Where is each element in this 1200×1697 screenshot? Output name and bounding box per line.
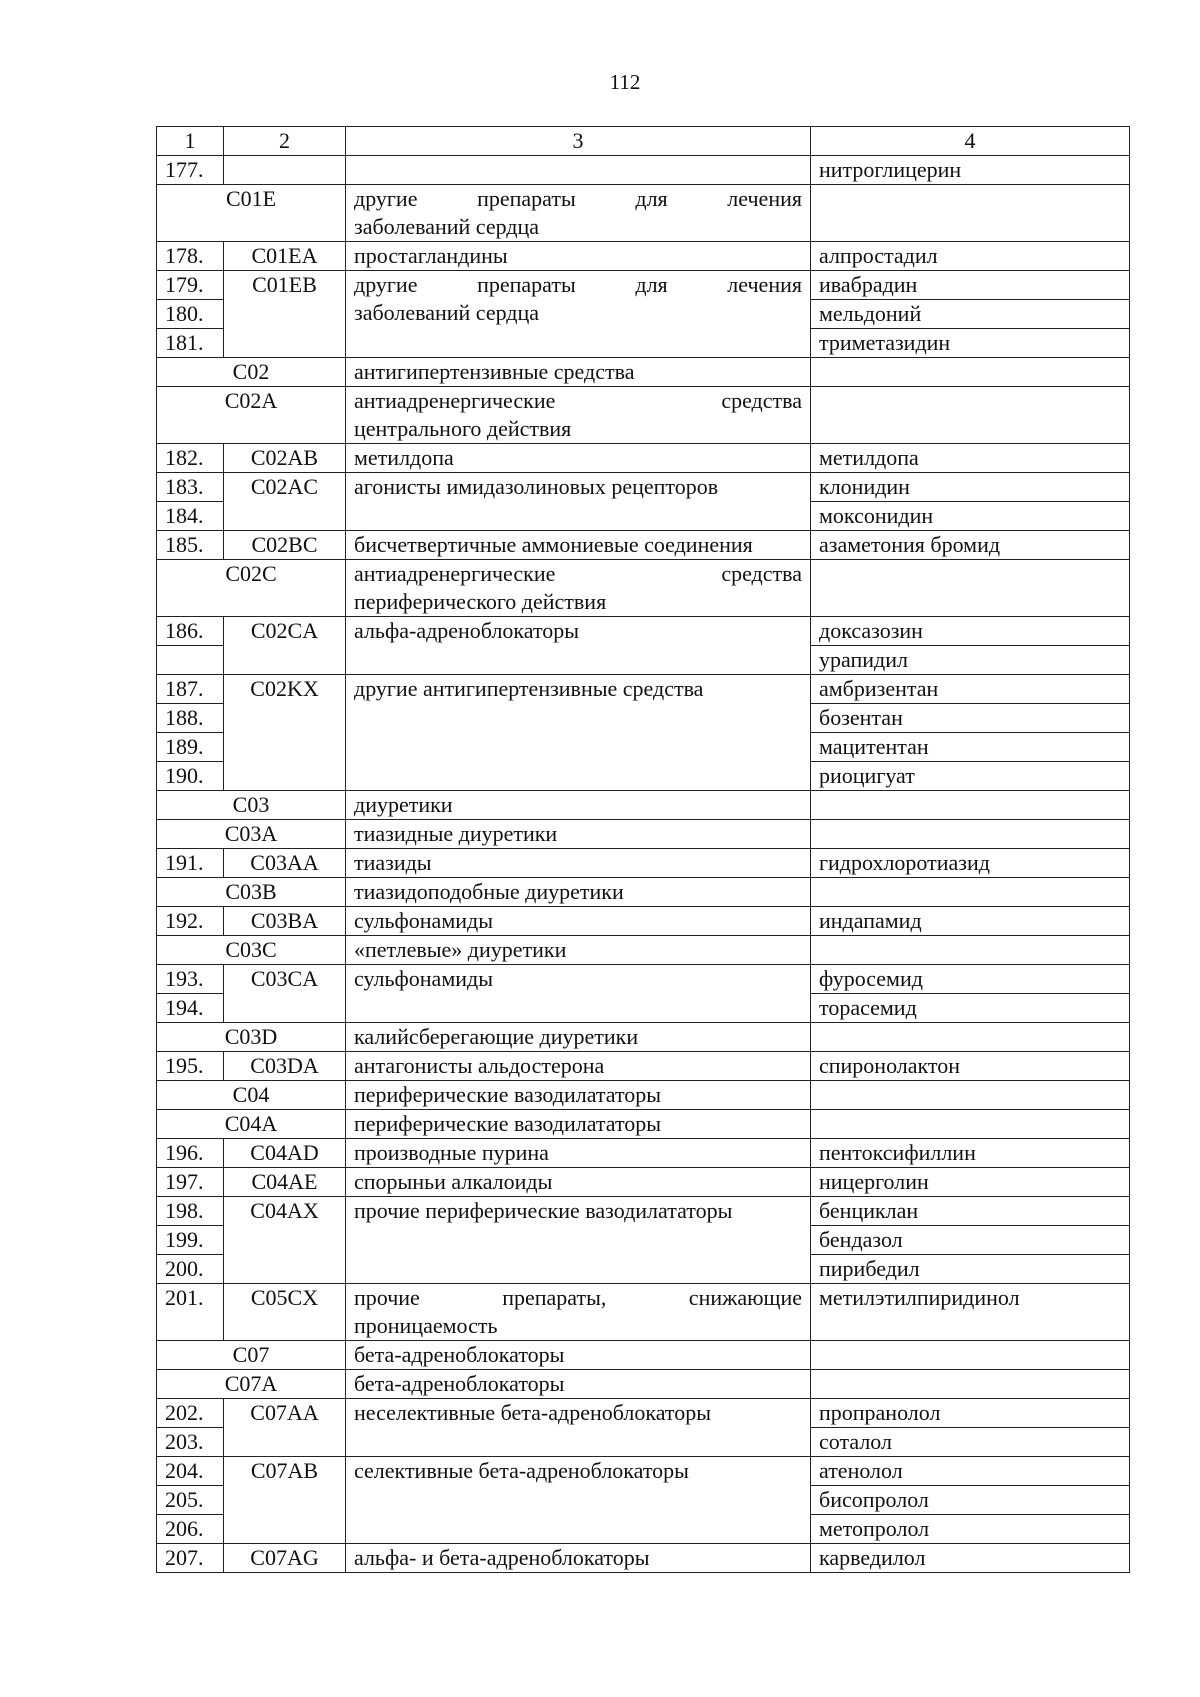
atc-code: C02CA bbox=[224, 617, 346, 675]
drug-name: пентоксифиллин bbox=[811, 1139, 1130, 1168]
atc-description-line: заболеваний сердца bbox=[354, 300, 540, 325]
atc-code: C04AE bbox=[224, 1168, 346, 1197]
table-row bbox=[157, 560, 1130, 617]
row-number: 178. bbox=[157, 242, 224, 271]
table-row bbox=[157, 617, 1130, 646]
atc-code: C03AA bbox=[224, 849, 346, 878]
table-row bbox=[157, 531, 1130, 560]
table-row bbox=[157, 675, 1130, 704]
column-header: 4 bbox=[811, 127, 1130, 156]
atc-description: альфа-адреноблокаторы bbox=[346, 617, 811, 675]
table-row bbox=[157, 444, 1130, 473]
atc-group-code: C04 bbox=[157, 1081, 346, 1110]
drug-name: ивабрадин bbox=[811, 271, 1130, 300]
drug-name bbox=[811, 1341, 1130, 1370]
atc-description: другие антигипертензивные средства bbox=[346, 675, 811, 791]
row-number: 198. bbox=[157, 1197, 224, 1226]
atc-code: C02AC bbox=[224, 473, 346, 531]
atc-code: C01EA bbox=[224, 242, 346, 271]
atc-description-line: антиадренергические средства bbox=[354, 561, 802, 586]
table-row bbox=[157, 878, 1130, 907]
atc-description-line: антиадренергические средства bbox=[354, 388, 802, 413]
atc-group-code: C02C bbox=[157, 560, 346, 617]
row-number: 203. bbox=[157, 1428, 224, 1457]
row-number: 200. bbox=[157, 1255, 224, 1284]
drug-name bbox=[811, 878, 1130, 907]
atc-group-code: C04A bbox=[157, 1110, 346, 1139]
drug-name: бисопролол bbox=[811, 1486, 1130, 1515]
drug-name bbox=[811, 1023, 1130, 1052]
atc-description: бисчетвертичные аммониевые соединения bbox=[346, 531, 811, 560]
table-row bbox=[157, 791, 1130, 820]
atc-code: C02BC bbox=[224, 531, 346, 560]
drug-name bbox=[811, 820, 1130, 849]
atc-description: периферические вазодилататоры bbox=[346, 1081, 811, 1110]
drug-name: торасемид bbox=[811, 994, 1130, 1023]
atc-description: антагонисты альдостерона bbox=[346, 1052, 811, 1081]
atc-code: C07AB bbox=[224, 1457, 346, 1544]
row-number bbox=[157, 646, 224, 675]
table-header-row bbox=[157, 127, 1130, 156]
atc-code bbox=[224, 156, 346, 185]
atc-group-code: C07A bbox=[157, 1370, 346, 1399]
table-row bbox=[157, 1081, 1130, 1110]
atc-code: C04AD bbox=[224, 1139, 346, 1168]
drug-name: клонидин bbox=[811, 473, 1130, 502]
row-number: 190. bbox=[157, 762, 224, 791]
atc-description: агонисты имидазолиновых рецепторов bbox=[346, 473, 811, 531]
drug-name: алпростадил bbox=[811, 242, 1130, 271]
atc-description: простагландины bbox=[346, 242, 811, 271]
drug-name bbox=[811, 358, 1130, 387]
row-number: 194. bbox=[157, 994, 224, 1023]
column-header: 1 bbox=[157, 127, 224, 156]
table-row bbox=[157, 387, 1130, 444]
drug-name: пирибедил bbox=[811, 1255, 1130, 1284]
atc-group-code: C03A bbox=[157, 820, 346, 849]
drug-name: триметазидин bbox=[811, 329, 1130, 358]
atc-code: C07AA bbox=[224, 1399, 346, 1457]
table-row bbox=[157, 820, 1130, 849]
drug-name: урапидил bbox=[811, 646, 1130, 675]
atc-description: тиазиды bbox=[346, 849, 811, 878]
table-row bbox=[157, 185, 1130, 242]
drug-name: фуросемид bbox=[811, 965, 1130, 994]
table-row bbox=[157, 156, 1130, 185]
atc-group-code: C03C bbox=[157, 936, 346, 965]
atc-description: прочие периферические вазодилататоры bbox=[346, 1197, 811, 1284]
row-number: 187. bbox=[157, 675, 224, 704]
table-row bbox=[157, 1341, 1130, 1370]
table-row bbox=[157, 1399, 1130, 1428]
drug-name: пропранолол bbox=[811, 1399, 1130, 1428]
table-row bbox=[157, 1168, 1130, 1197]
atc-code: C01EB bbox=[224, 271, 346, 358]
drug-name: нитроглицерин bbox=[811, 156, 1130, 185]
drug-name bbox=[811, 936, 1130, 965]
drug-name: азаметония бромид bbox=[811, 531, 1130, 560]
row-number: 188. bbox=[157, 704, 224, 733]
atc-description bbox=[346, 156, 811, 185]
row-number: 177. bbox=[157, 156, 224, 185]
table-row bbox=[157, 473, 1130, 502]
atc-description: тиазидоподобные диуретики bbox=[346, 878, 811, 907]
atc-description bbox=[346, 185, 811, 242]
atc-description: селективные бета-адреноблокаторы bbox=[346, 1457, 811, 1544]
table-row bbox=[157, 1023, 1130, 1052]
table-row bbox=[157, 1544, 1130, 1573]
atc-description: сульфонамиды bbox=[346, 965, 811, 1023]
row-number: 196. bbox=[157, 1139, 224, 1168]
row-number: 197. bbox=[157, 1168, 224, 1197]
table-row bbox=[157, 849, 1130, 878]
row-number: 180. bbox=[157, 300, 224, 329]
drug-name: доксазозин bbox=[811, 617, 1130, 646]
atc-code: C07AG bbox=[224, 1544, 346, 1573]
atc-code: C02KX bbox=[224, 675, 346, 791]
atc-group-code: C01E bbox=[157, 185, 346, 242]
row-number: 181. bbox=[157, 329, 224, 358]
table-row bbox=[157, 936, 1130, 965]
atc-description: бета-адреноблокаторы bbox=[346, 1341, 811, 1370]
atc-group-code: C03B bbox=[157, 878, 346, 907]
row-number: 207. bbox=[157, 1544, 224, 1573]
row-number: 193. bbox=[157, 965, 224, 994]
row-number: 202. bbox=[157, 1399, 224, 1428]
table-row bbox=[157, 1052, 1130, 1081]
atc-description: сульфонамиды bbox=[346, 907, 811, 936]
drug-classification-table bbox=[156, 126, 1130, 1573]
column-header: 3 bbox=[346, 127, 811, 156]
atc-description bbox=[346, 271, 811, 358]
drug-name: бенциклан bbox=[811, 1197, 1130, 1226]
atc-description: диуретики bbox=[346, 791, 811, 820]
drug-name: метопролол bbox=[811, 1515, 1130, 1544]
atc-description-line: другие препараты для лечения bbox=[354, 272, 802, 297]
row-number: 201. bbox=[157, 1284, 224, 1341]
drug-name: соталол bbox=[811, 1428, 1130, 1457]
atc-code: C05CX bbox=[224, 1284, 346, 1341]
atc-code: C02AB bbox=[224, 444, 346, 473]
drug-name: мельдоний bbox=[811, 300, 1130, 329]
drug-name bbox=[811, 560, 1130, 617]
table-row bbox=[157, 1284, 1130, 1341]
drug-name: бендазол bbox=[811, 1226, 1130, 1255]
atc-code: C03CA bbox=[224, 965, 346, 1023]
drug-name: мацитентан bbox=[811, 733, 1130, 762]
atc-description-line: периферического действия bbox=[354, 589, 607, 614]
table-row bbox=[157, 1197, 1130, 1226]
atc-description-line: заболеваний сердца bbox=[354, 214, 540, 239]
atc-group-code: C02 bbox=[157, 358, 346, 387]
drug-name bbox=[811, 791, 1130, 820]
atc-description: производные пурина bbox=[346, 1139, 811, 1168]
atc-group-code: C03D bbox=[157, 1023, 346, 1052]
row-number: 189. bbox=[157, 733, 224, 762]
atc-description: периферические вазодилататоры bbox=[346, 1110, 811, 1139]
drug-name: ницерголин bbox=[811, 1168, 1130, 1197]
atc-code: C03DA bbox=[224, 1052, 346, 1081]
column-header: 2 bbox=[224, 127, 346, 156]
table-row bbox=[157, 358, 1130, 387]
atc-description-line: прочие препараты, снижающие bbox=[354, 1285, 802, 1310]
row-number: 204. bbox=[157, 1457, 224, 1486]
drug-name: карведилол bbox=[811, 1544, 1130, 1573]
row-number: 184. bbox=[157, 502, 224, 531]
drug-name bbox=[811, 1110, 1130, 1139]
drug-name: гидрохлоротиазид bbox=[811, 849, 1130, 878]
drug-name: риоцигуат bbox=[811, 762, 1130, 791]
atc-description: альфа- и бета-адреноблокаторы bbox=[346, 1544, 811, 1573]
atc-description bbox=[346, 387, 811, 444]
atc-description-line: другие препараты для лечения bbox=[354, 186, 802, 211]
table-row bbox=[157, 907, 1130, 936]
row-number: 195. bbox=[157, 1052, 224, 1081]
drug-name bbox=[811, 1370, 1130, 1399]
table-row bbox=[157, 1457, 1130, 1486]
atc-group-code: C02A bbox=[157, 387, 346, 444]
atc-description: «петлевые» диуретики bbox=[346, 936, 811, 965]
table-row bbox=[157, 1110, 1130, 1139]
drug-name bbox=[811, 1081, 1130, 1110]
row-number: 199. bbox=[157, 1226, 224, 1255]
atc-code: C04AX bbox=[224, 1197, 346, 1284]
row-number: 192. bbox=[157, 907, 224, 936]
table-row bbox=[157, 271, 1130, 300]
row-number: 182. bbox=[157, 444, 224, 473]
atc-description: калийсберегающие диуретики bbox=[346, 1023, 811, 1052]
atc-code: C03BA bbox=[224, 907, 346, 936]
atc-description: неселективные бета-адреноблокаторы bbox=[346, 1399, 811, 1457]
atc-group-code: C03 bbox=[157, 791, 346, 820]
row-number: 205. bbox=[157, 1486, 224, 1515]
atc-description: антигипертензивные средства bbox=[346, 358, 811, 387]
atc-description bbox=[346, 1284, 811, 1341]
row-number: 185. bbox=[157, 531, 224, 560]
atc-description-line: проницаемость bbox=[354, 1313, 498, 1338]
row-number: 191. bbox=[157, 849, 224, 878]
drug-name: бозентан bbox=[811, 704, 1130, 733]
row-number: 186. bbox=[157, 617, 224, 646]
drug-name: амбризентан bbox=[811, 675, 1130, 704]
atc-description: метилдопа bbox=[346, 444, 811, 473]
drug-name: атенолол bbox=[811, 1457, 1130, 1486]
drug-name: спиронолактон bbox=[811, 1052, 1130, 1081]
page-number: 112 bbox=[609, 70, 641, 94]
row-number: 179. bbox=[157, 271, 224, 300]
drug-name bbox=[811, 185, 1130, 242]
drug-name: моксонидин bbox=[811, 502, 1130, 531]
table-row bbox=[157, 965, 1130, 994]
atc-group-code: C07 bbox=[157, 1341, 346, 1370]
atc-description bbox=[346, 560, 811, 617]
drug-name: метилэтилпиридинол bbox=[811, 1284, 1130, 1341]
atc-description: тиазидные диуретики bbox=[346, 820, 811, 849]
table-row bbox=[157, 242, 1130, 271]
drug-name: индапамид bbox=[811, 907, 1130, 936]
drug-name bbox=[811, 387, 1130, 444]
table-row bbox=[157, 1139, 1130, 1168]
atc-description-line: центрального действия bbox=[354, 416, 572, 441]
atc-description: бета-адреноблокаторы bbox=[346, 1370, 811, 1399]
table-row bbox=[157, 1370, 1130, 1399]
atc-description: спорыньи алкалоиды bbox=[346, 1168, 811, 1197]
row-number: 206. bbox=[157, 1515, 224, 1544]
drug-name: метилдопа bbox=[811, 444, 1130, 473]
row-number: 183. bbox=[157, 473, 224, 502]
